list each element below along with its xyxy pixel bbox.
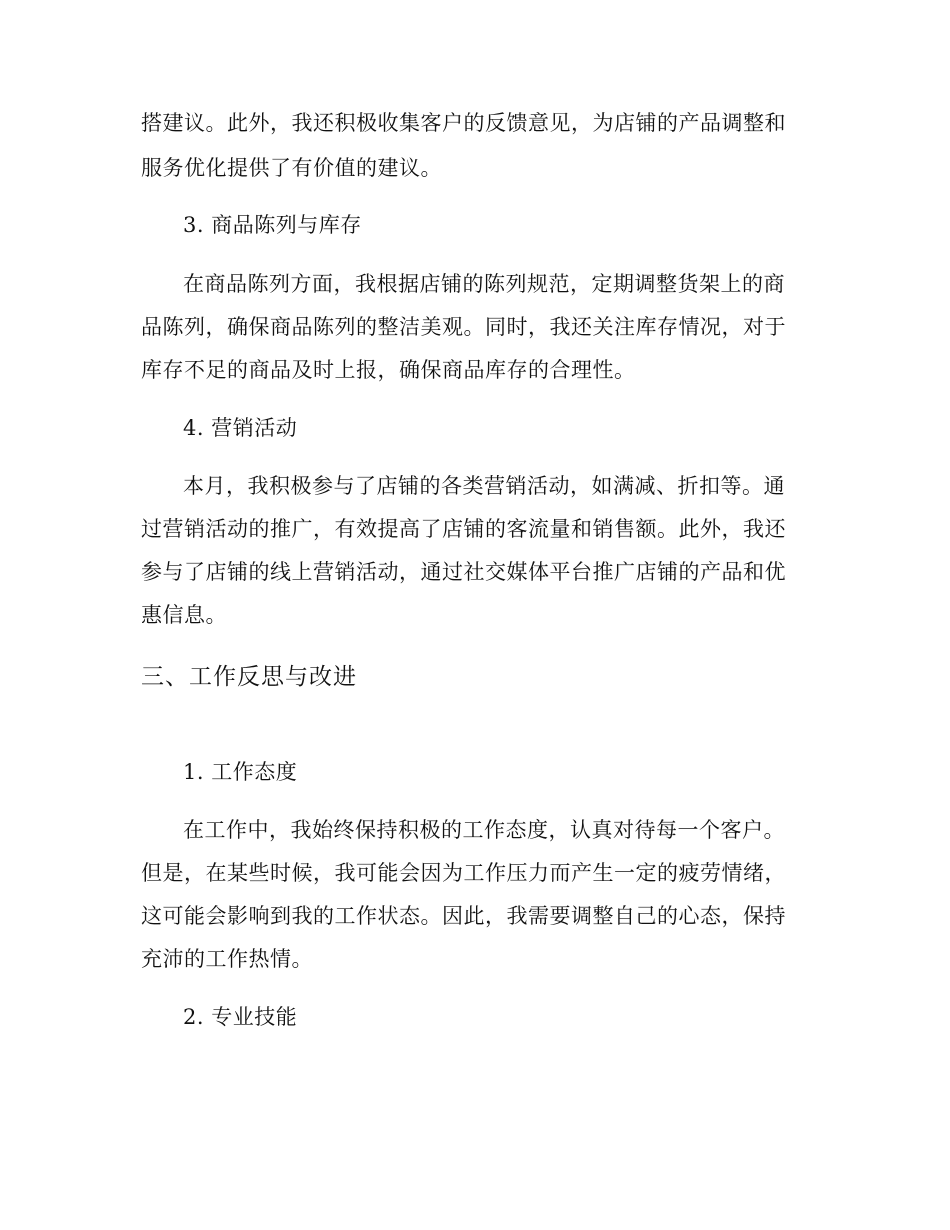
paragraph-line: 服务优化提供了有价值的建议。 [141,156,442,180]
item-title-3: 3. 商品陈列与库存 [183,213,362,237]
item-title-4: 4. 营销活动 [183,416,298,440]
sub-title-2: 2. 专业技能 [183,1005,298,1029]
paragraph-line: 品陈列，确保商品陈列的整洁美观。同时，我还关注库存情况，对于 [141,315,786,339]
paragraph-line: 惠信息。 [141,603,227,627]
sub-title-1: 1. 工作态度 [183,760,298,784]
paragraph-line: 库存不足的商品及时上报，确保商品库存的合理性。 [141,358,636,382]
paragraph-line: 在商品陈列方面，我根据店铺的陈列规范，定期调整货架上的商 [183,272,785,296]
paragraph-line: 在工作中，我始终保持积极的工作态度，认真对待每一个客户。 [183,818,785,842]
paragraph-line: 充沛的工作热情。 [141,947,313,971]
section-heading: 三、工作反思与改进 [141,664,357,690]
paragraph-line: 参与了店铺的线上营销活动，通过社交媒体平台推广店铺的产品和优 [141,560,786,584]
paragraph-line: 本月，我积极参与了店铺的各类营销活动，如满减、折扣等。通 [183,474,785,498]
paragraph-line: 这可能会影响到我的工作状态。因此，我需要调整自己的心态，保持 [141,904,786,928]
paragraph-line: 但是，在某些时候，我可能会因为工作压力而产生一定的疲劳情绪， [141,861,786,885]
paragraph-line: 搭建议。此外，我还积极收集客户的反馈意见，为店铺的产品调整和 [141,111,786,135]
paragraph-line: 过营销活动的推广，有效提高了店铺的客流量和销售额。此外，我还 [141,517,786,541]
